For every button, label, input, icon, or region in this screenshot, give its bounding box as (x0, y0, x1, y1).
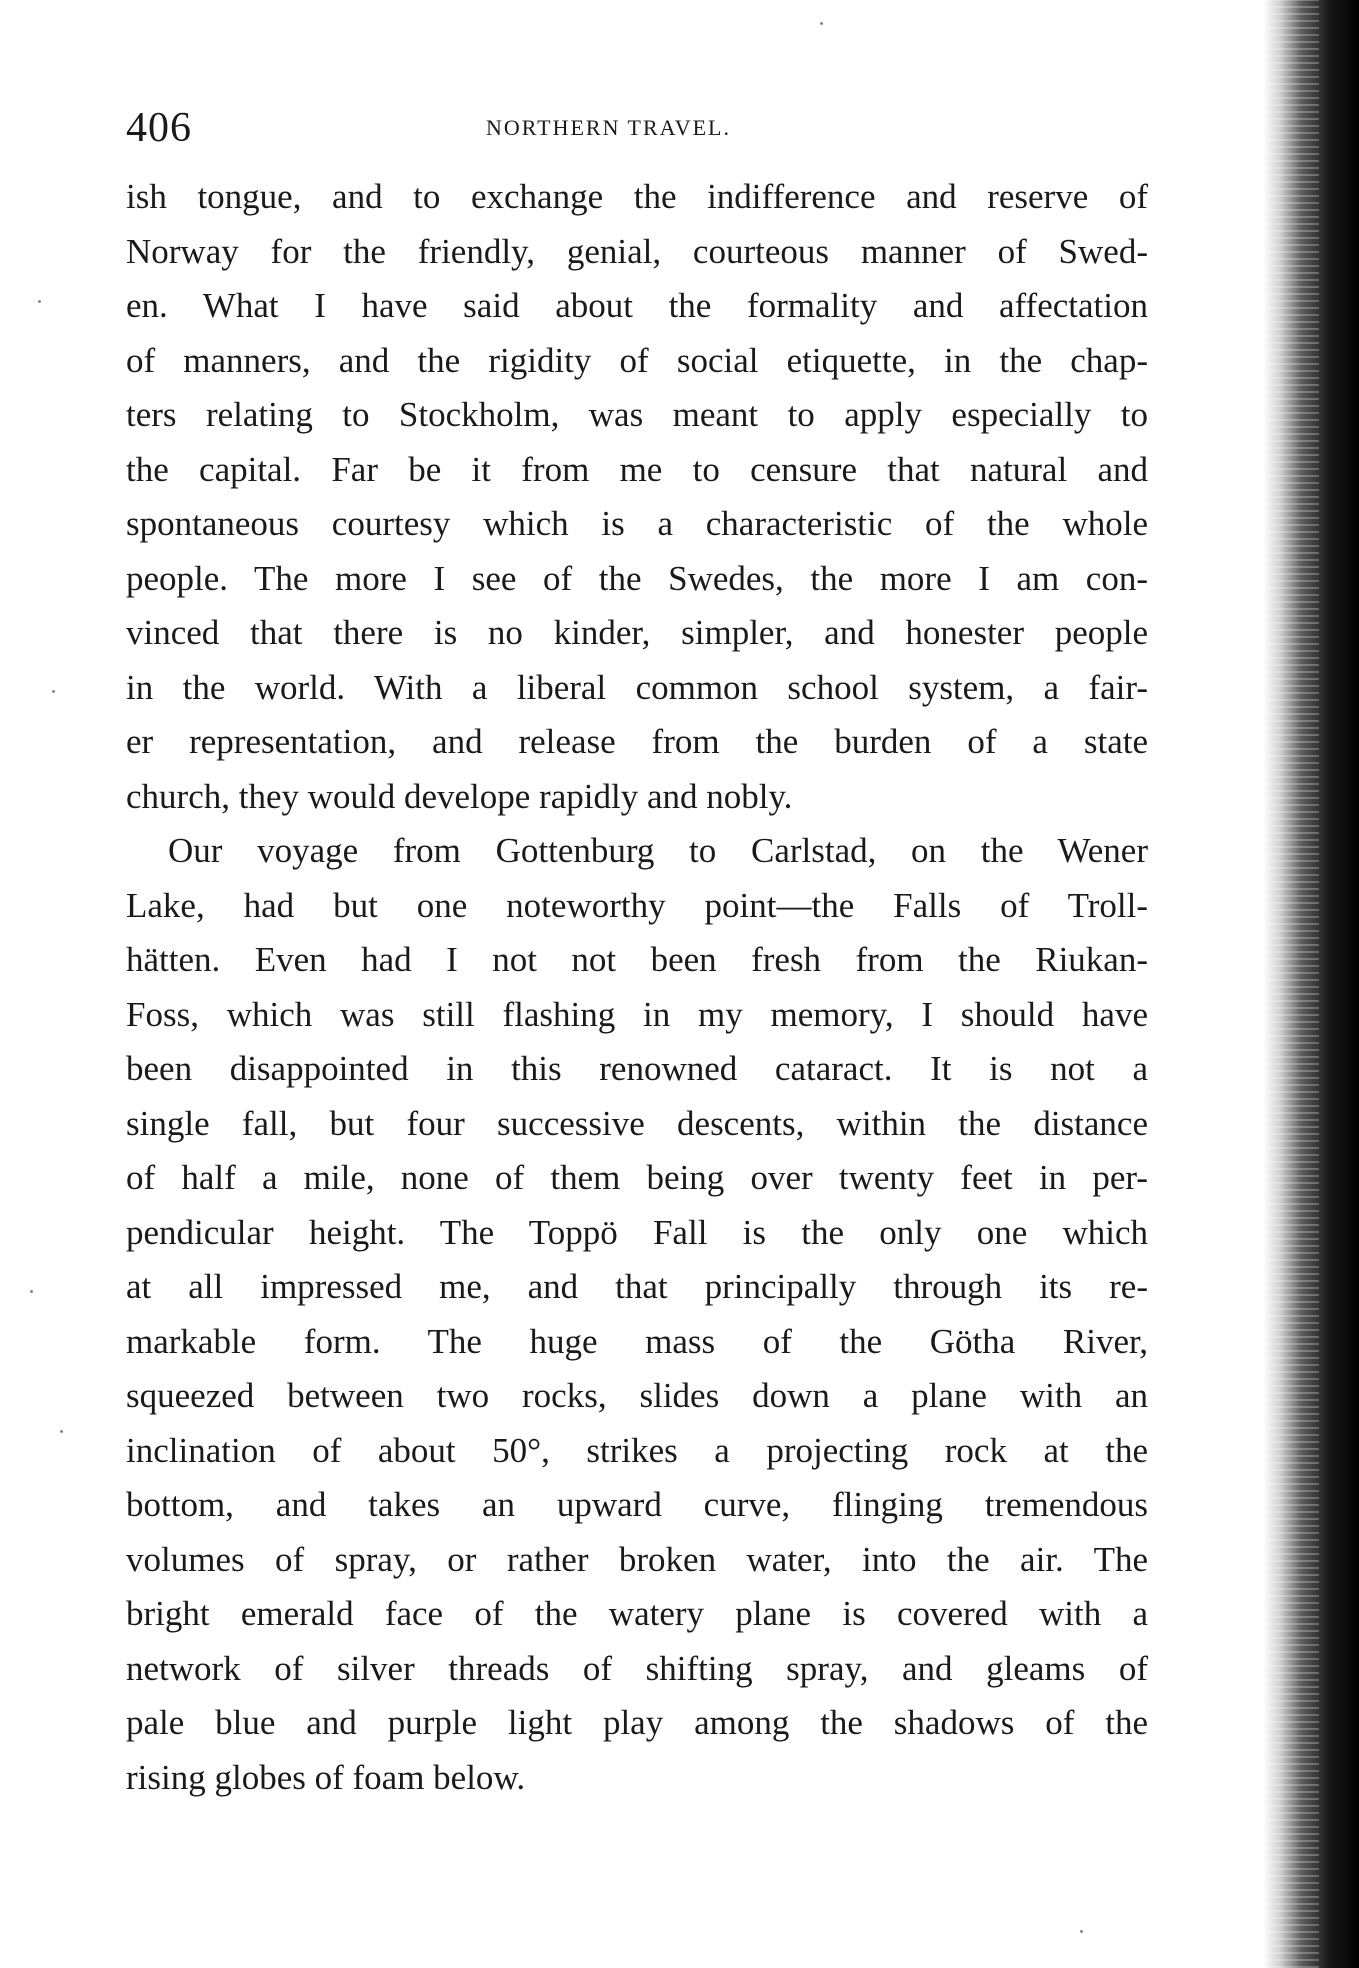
page-header (126, 98, 1148, 158)
text-line: in the world. With a liberal common school system, a fair- (126, 667, 1148, 707)
text-line: at all impressed me, and that principally through its re- (126, 1267, 1148, 1306)
text-line: network of silver threads of shifting spray, and gleams of (126, 1648, 1148, 1688)
text-line: volumes of spray, or rather broken water, into the air. The (126, 1539, 1148, 1579)
text-line: hätten. Even had I not not been fresh from the Riukan- (126, 940, 1148, 979)
scan-speck (820, 22, 823, 25)
text-line: Foss, which was still flashing in my memory, I should have (126, 994, 1148, 1034)
text-line: markable form. The huge mass of the Götha River, (126, 1321, 1148, 1361)
text-line: been disappointed in this renowned cataract. It is not a (126, 1049, 1148, 1088)
text-line: pendicular height. The Toppö Fall is the only one which (126, 1212, 1148, 1252)
text-line: single fall, but four successive descents, within the distance (126, 1103, 1148, 1143)
body-text (126, 170, 1148, 1805)
scan-speck (1080, 1930, 1083, 1933)
text-line: bright emerald face of the watery plane is covered with a (126, 1594, 1148, 1633)
text-line: Lake, had but one noteworthy point—the Falls of Troll- (126, 885, 1148, 925)
text-line: people. The more I see of the Swedes, the more I am con- (126, 558, 1148, 598)
text-line: er representation, and release from the burden of a state (126, 722, 1148, 761)
paragraph-start-line: Our voyage from Gottenburg to Carlstad, on the Wener (168, 831, 1148, 870)
text-line: ish tongue, and to exchange the indifference and reserve of (126, 177, 1148, 216)
text-line: Norway for the friendly, genial, courteous manner of Swed- (126, 231, 1148, 271)
paragraph-end-line: church, they would develope rapidly and nobly. (126, 776, 793, 816)
text-line: spontaneous courtesy which is a characteristic of the whole (126, 504, 1148, 543)
page-number: 406 (126, 105, 192, 151)
text-line: the capital. Far be it from me to censure that natural and (126, 449, 1148, 489)
text-line: of half a mile, none of them being over twenty feet in per- (126, 1158, 1148, 1197)
text-line: of manners, and the rigidity of social etiquette, in the chap- (126, 340, 1148, 380)
text-line: bottom, and takes an upward curve, flinging tremendous (126, 1485, 1148, 1524)
text-line: squeezed between two rocks, slides down a plane with an (126, 1376, 1148, 1415)
text-line: inclination of about 50°, strikes a projecting rock at the (126, 1430, 1148, 1470)
text-line: pale blue and purple light play among the shadows of the (126, 1703, 1148, 1742)
scan-speck (60, 1430, 63, 1433)
scan-speck (38, 300, 41, 303)
text-line: vinced that there is no kinder, simpler, and honester people (126, 613, 1148, 652)
text-line: ters relating to Stockholm, was meant to apply especially to (126, 395, 1148, 434)
scan-speck (52, 690, 55, 693)
scan-speck (30, 1290, 33, 1293)
page-edge-texture (1263, 0, 1319, 1968)
running-title: NORTHERN TRAVEL. (486, 115, 731, 140)
text-line: en. What I have said about the formality and affectation (126, 286, 1148, 325)
paragraph-end-line: rising globes of foam below. (126, 1757, 526, 1797)
